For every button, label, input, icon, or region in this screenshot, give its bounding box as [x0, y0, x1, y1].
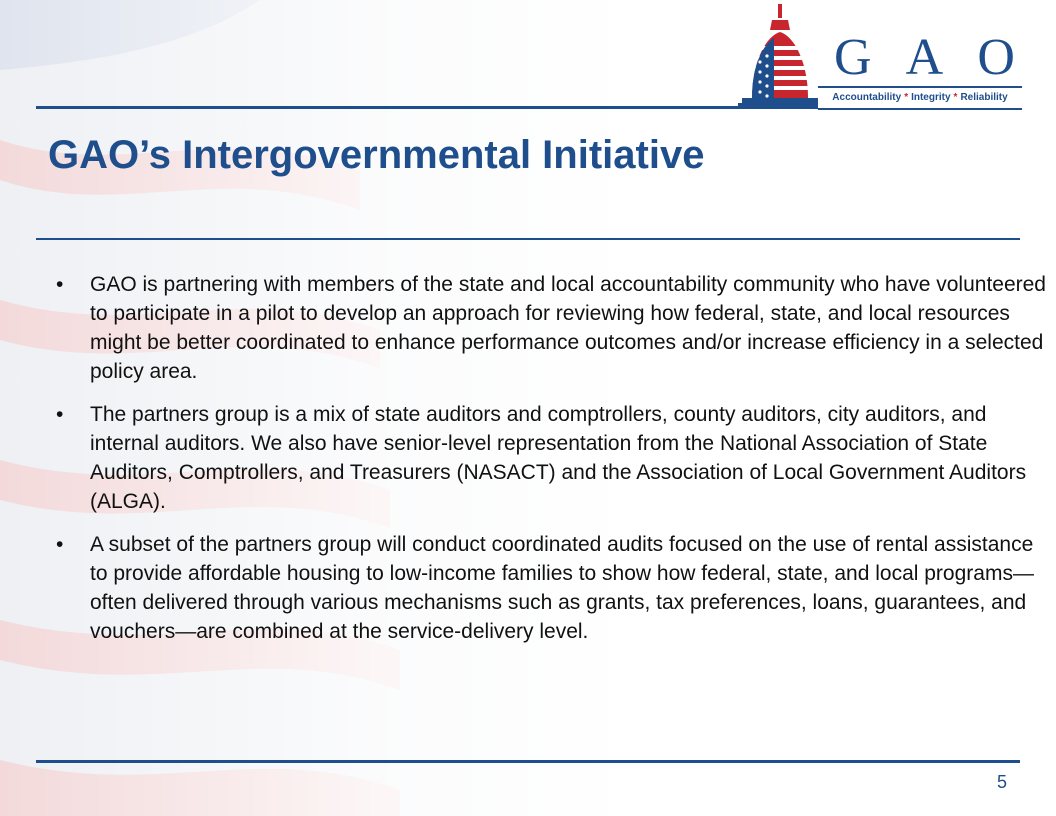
page-number: 5: [996, 772, 1007, 792]
bullet-marker: •: [56, 533, 64, 556]
bullet-list: [56, 270, 1046, 660]
tagline-reliability: Reliability: [960, 92, 1008, 103]
tagline-accountability: Accountability: [832, 92, 902, 103]
logo-wordmark: G A O: [834, 29, 1027, 86]
bullet-marker: •: [56, 403, 64, 426]
slide-title: GAO’s Intergovernmental Initiative: [48, 133, 705, 177]
tagline-integrity: Integrity: [911, 92, 951, 103]
footer-divider: [36, 760, 1020, 763]
tagline-separator: *: [904, 92, 909, 103]
bullet-item: [56, 270, 1046, 386]
bullet-text: The partners group is a mix of state auditors and comptrollers, county auditors, city auditors, and internal auditors. We also have senior-level representation from the National Association of State Auditors, Comptrollers, and Treasurers (NASACT) and the Association of Local Government Auditors (ALGA).: [90, 403, 1027, 513]
gao-logo: [736, 2, 1026, 108]
tagline-separator: *: [953, 92, 958, 103]
logo-tagline: [818, 86, 1022, 110]
bullet-item: [56, 400, 1046, 516]
title-divider: [36, 238, 1020, 240]
bullet-text: GAO is partnering with members of the state and local accountability community who have volunteered to participate in a pilot to develop an approach for reviewing how federal, state, and local resources might be better coordinated to enhance performance outcomes and/or increase efficiency in a selected policy area.: [90, 273, 1046, 383]
bullet-text: A subset of the partners group will conduct coordinated audits focused on the use of rental assistance to provide affordable housing to low-income families to show how federal, state, and local programs—often delivered through various mechanisms such as grants, tax preferences, loans, guarantees, and vouchers—are combined at the service-delivery level.: [90, 533, 1034, 643]
bullet-item: [56, 530, 1046, 646]
bullet-marker: •: [56, 273, 64, 296]
capitol-dome-icon: [736, 2, 826, 108]
